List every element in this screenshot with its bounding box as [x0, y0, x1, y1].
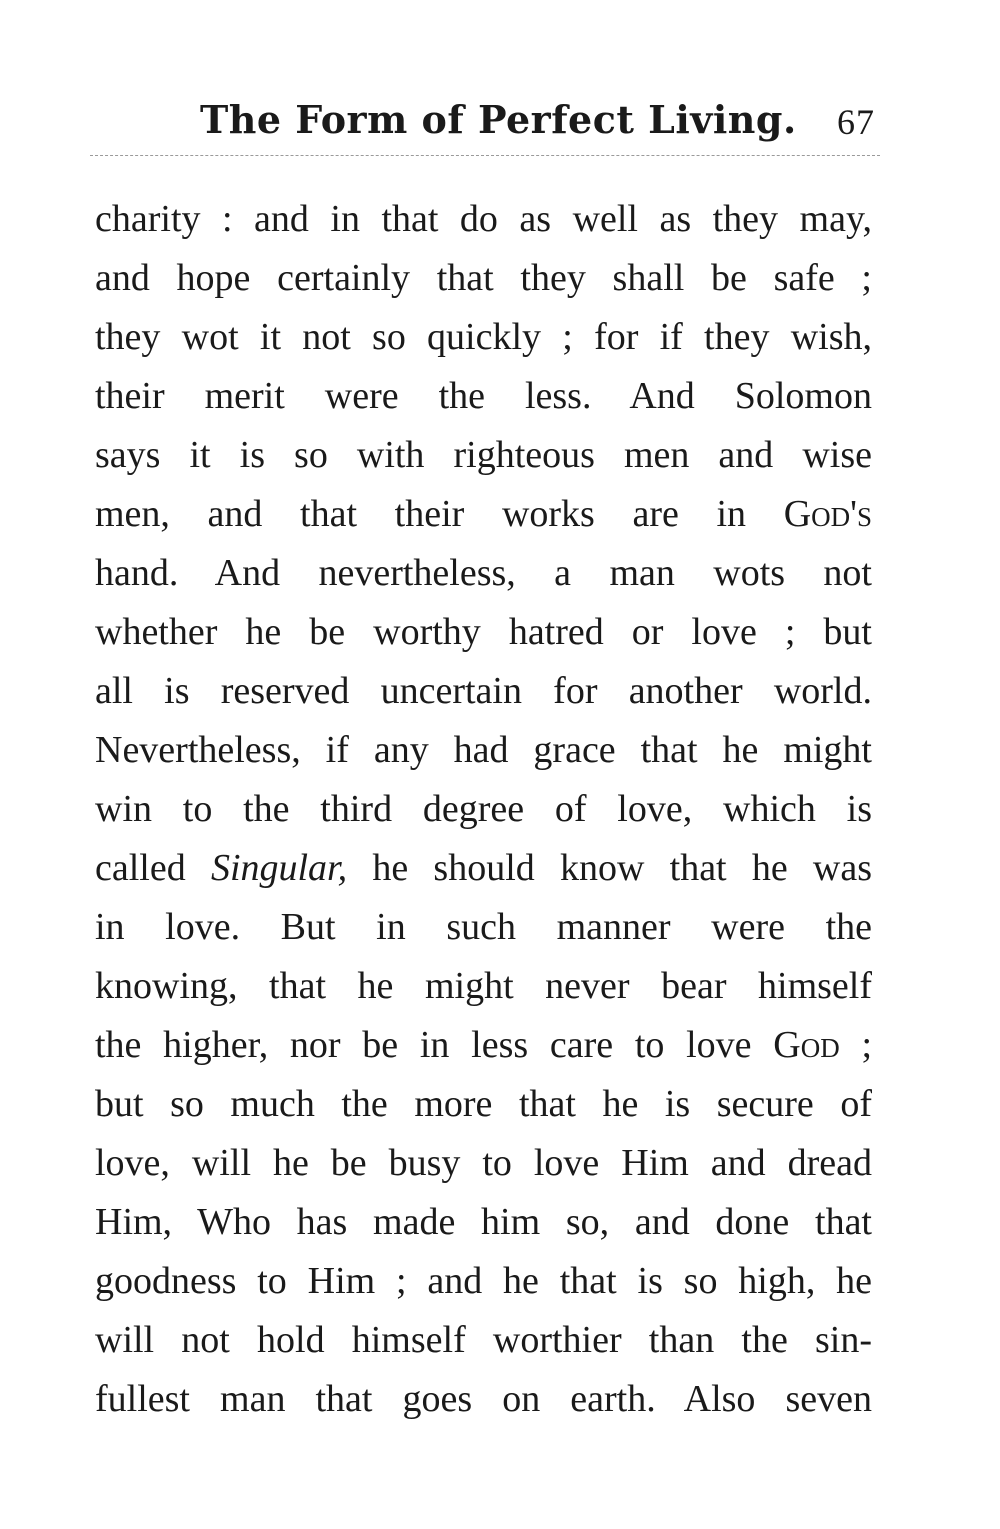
text-segment: the higher, nor be in less care to love — [95, 1024, 774, 1066]
text-segment: ; — [839, 1024, 872, 1066]
text-line: Him, Who has made him so, and done that — [95, 1201, 872, 1243]
text-segment: called — [95, 847, 211, 889]
text-line: fullest man that goes on earth. Also seven — [95, 1378, 872, 1420]
text-line: and hope certainly that they shall be safe ; — [95, 257, 872, 299]
header-rule — [90, 155, 880, 156]
text-line — [95, 1016, 872, 1075]
text-line: win to the third degree of love, which is — [95, 788, 872, 830]
text-line: but so much the more that he is secure of — [95, 1083, 872, 1125]
page-number: 67 — [837, 102, 875, 142]
text-line: in love. But in such manner were the — [95, 906, 872, 948]
text-line — [95, 485, 872, 544]
running-title: The Form of Perfect Living. — [200, 97, 797, 142]
text-line: all is reserved uncertain for another world. — [95, 670, 872, 712]
text-line: love, will he be busy to love Him and dread — [95, 1142, 872, 1184]
text-line: charity : and in that do as well as they may, — [95, 198, 872, 240]
text-line: their merit were the less. And Solomon — [95, 375, 872, 417]
text-segment: he should know that he was — [347, 847, 872, 889]
text-line: says it is so with righteous men and wise — [95, 434, 872, 476]
italic-term: Singular, — [210, 847, 348, 889]
text-segment: men, and that their works are in — [95, 493, 784, 535]
body-text — [95, 190, 872, 1429]
text-line: Nevertheless, if any had grace that he might — [95, 729, 872, 771]
text-line: they wot it not so quickly ; for if they wish, — [95, 316, 872, 358]
text-line — [95, 839, 872, 898]
running-head — [95, 90, 875, 150]
text-line: goodness to Him ; and he that is so high, he — [95, 1260, 872, 1302]
divine-name: God's — [783, 493, 872, 535]
text-line: whether he be worthy hatred or love ; but — [95, 611, 872, 653]
divine-name: God — [773, 1024, 840, 1066]
text-line: knowing, that he might never bear himself — [95, 965, 872, 1007]
text-line: will not hold himself worthier than the sin- — [95, 1319, 872, 1361]
text-line: hand. And nevertheless, a man wots not — [95, 552, 872, 594]
